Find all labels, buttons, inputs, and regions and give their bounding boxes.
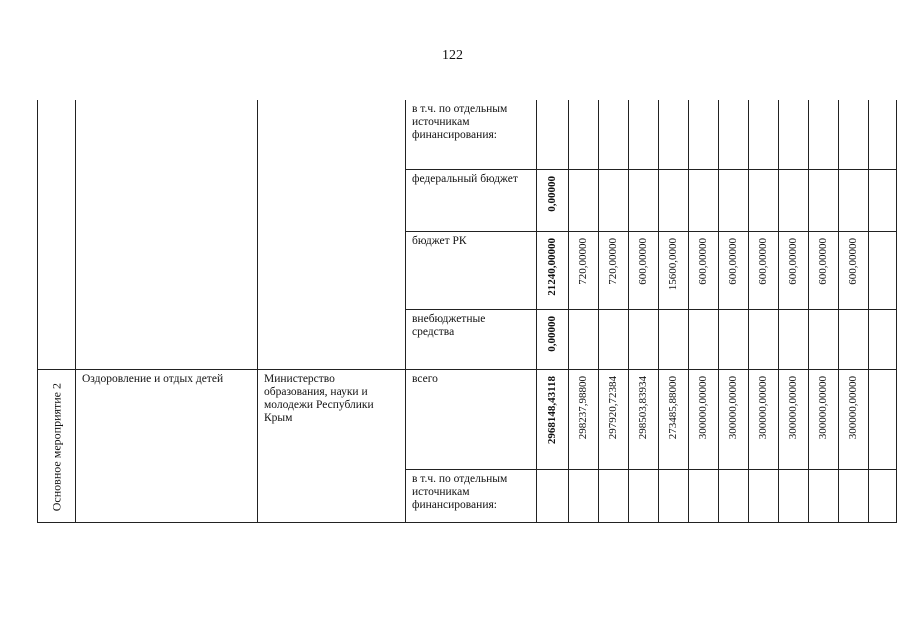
year-cell xyxy=(629,369,659,470)
total-wrap xyxy=(537,470,568,476)
year-cell xyxy=(809,369,839,470)
year-wrap xyxy=(779,310,808,316)
year-cell xyxy=(809,231,839,309)
year-cell xyxy=(659,309,689,369)
year-wrap xyxy=(659,370,688,439)
year-wrap xyxy=(779,232,808,285)
year-value: 298503,83934 xyxy=(637,375,649,439)
total-cell xyxy=(537,369,569,470)
year-cell xyxy=(839,100,869,169)
year-wrap xyxy=(659,232,688,290)
year-cell xyxy=(809,100,839,169)
measure-name-cell xyxy=(76,369,258,522)
year-wrap xyxy=(779,370,808,439)
year-cell xyxy=(779,100,809,169)
year-wrap xyxy=(749,232,778,285)
year-value: 300000,00000 xyxy=(757,375,769,439)
year-wrap xyxy=(809,100,838,106)
year-wrap xyxy=(839,370,868,439)
year-cell xyxy=(809,169,839,231)
year-wrap xyxy=(839,100,868,106)
total-cell xyxy=(537,309,569,369)
year-cell xyxy=(749,309,779,369)
continuation-cell xyxy=(76,100,258,369)
year-cell xyxy=(659,470,689,522)
year-cell xyxy=(629,231,659,309)
year-value: 15600,0000 xyxy=(667,237,679,290)
year-cell xyxy=(599,100,629,169)
total-wrap xyxy=(537,310,568,352)
year-cell xyxy=(689,309,719,369)
total-value: 2968148,43118 xyxy=(546,375,558,444)
year-value: 600,00000 xyxy=(847,237,859,285)
year-wrap xyxy=(869,100,896,106)
year-cell xyxy=(749,169,779,231)
year-cell xyxy=(749,470,779,522)
year-wrap xyxy=(809,310,838,316)
total-value: 21240,00000 xyxy=(546,237,558,296)
year-value: 300000,00000 xyxy=(697,375,709,439)
year-cell xyxy=(599,231,629,309)
year-value: 300000,00000 xyxy=(787,375,799,439)
year-wrap xyxy=(869,232,896,238)
year-wrap xyxy=(869,170,896,176)
year-value: 600,00000 xyxy=(757,237,769,285)
total-cell xyxy=(537,169,569,231)
total-value: 0,00000 xyxy=(546,175,558,212)
year-wrap xyxy=(599,100,628,106)
year-cell xyxy=(659,369,689,470)
financing-table xyxy=(37,100,897,523)
year-wrap xyxy=(839,470,868,476)
source-label-cell xyxy=(406,231,537,309)
year-wrap xyxy=(869,370,896,376)
year-cell xyxy=(569,100,599,169)
total-cell xyxy=(537,470,569,522)
continuation-cell xyxy=(258,100,406,369)
total-wrap xyxy=(537,232,568,296)
year-cell xyxy=(719,231,749,309)
year-cell xyxy=(689,169,719,231)
year-wrap xyxy=(719,370,748,439)
year-wrap xyxy=(869,310,896,316)
page-number: 122 xyxy=(442,48,463,63)
year-cell xyxy=(659,231,689,309)
year-cell xyxy=(779,169,809,231)
year-value: 600,00000 xyxy=(817,237,829,285)
year-cell xyxy=(719,309,749,369)
source-label: бюджет РК xyxy=(412,234,467,247)
year-cell xyxy=(569,309,599,369)
year-wrap xyxy=(749,470,778,476)
year-wrap xyxy=(689,170,718,176)
source-label-cell xyxy=(406,100,537,169)
year-wrap xyxy=(599,370,628,439)
year-wrap xyxy=(629,470,658,476)
year-value: 297920,72384 xyxy=(607,375,619,439)
source-label: всего xyxy=(412,372,438,385)
year-cell xyxy=(569,369,599,470)
total-wrap xyxy=(537,170,568,212)
year-cell xyxy=(839,369,869,470)
year-wrap xyxy=(749,100,778,106)
year-cell xyxy=(779,309,809,369)
year-cell xyxy=(629,169,659,231)
year-wrap xyxy=(719,232,748,285)
year-cell xyxy=(599,369,629,470)
measure-number-wrap xyxy=(38,370,75,520)
total-cell xyxy=(537,231,569,309)
total-cell xyxy=(537,100,569,169)
year-cell xyxy=(689,231,719,309)
year-value: 600,00000 xyxy=(727,237,739,285)
year-wrap xyxy=(719,170,748,176)
year-wrap xyxy=(779,470,808,476)
source-label-cell xyxy=(406,309,537,369)
source-label-cell xyxy=(406,369,537,470)
year-cell xyxy=(659,100,689,169)
year-cell xyxy=(869,231,897,309)
year-cell xyxy=(839,169,869,231)
year-cell xyxy=(719,369,749,470)
year-wrap xyxy=(839,310,868,316)
year-cell xyxy=(599,309,629,369)
year-cell xyxy=(689,470,719,522)
year-value: 273485,88000 xyxy=(667,375,679,439)
source-label: в т.ч. по отдельным источникам финансирования: xyxy=(412,103,508,141)
year-cell xyxy=(839,470,869,522)
year-cell xyxy=(869,169,897,231)
table-row xyxy=(38,100,897,169)
year-cell xyxy=(569,231,599,309)
year-cell xyxy=(719,169,749,231)
year-cell xyxy=(749,369,779,470)
year-value: 720,00000 xyxy=(607,237,619,285)
year-cell xyxy=(689,369,719,470)
year-wrap xyxy=(629,232,658,285)
year-value: 300000,00000 xyxy=(847,375,859,439)
table-row xyxy=(38,369,897,470)
year-value: 300000,00000 xyxy=(817,375,829,439)
year-cell xyxy=(629,309,659,369)
year-value: 298237,98800 xyxy=(577,375,589,439)
year-cell xyxy=(869,470,897,522)
year-wrap xyxy=(569,232,598,285)
year-cell xyxy=(629,470,659,522)
year-wrap xyxy=(599,170,628,176)
year-wrap xyxy=(689,232,718,285)
year-cell xyxy=(629,100,659,169)
year-wrap xyxy=(569,170,598,176)
year-wrap xyxy=(629,370,658,439)
year-cell xyxy=(839,309,869,369)
year-value: 300000,00000 xyxy=(727,375,739,439)
year-cell xyxy=(749,100,779,169)
year-cell xyxy=(749,231,779,309)
year-cell xyxy=(719,470,749,522)
total-wrap xyxy=(537,100,568,106)
year-wrap xyxy=(569,470,598,476)
year-wrap xyxy=(599,310,628,316)
year-cell xyxy=(839,231,869,309)
year-wrap xyxy=(629,170,658,176)
year-cell xyxy=(569,169,599,231)
year-value: 600,00000 xyxy=(637,237,649,285)
source-label: внебюджетные средства xyxy=(412,312,486,338)
year-wrap xyxy=(659,310,688,316)
year-wrap xyxy=(749,310,778,316)
year-wrap xyxy=(839,232,868,285)
year-wrap xyxy=(779,100,808,106)
year-wrap xyxy=(719,310,748,316)
year-cell xyxy=(779,231,809,309)
year-wrap xyxy=(569,310,598,316)
year-wrap xyxy=(569,370,598,439)
year-wrap xyxy=(809,232,838,285)
year-cell xyxy=(599,470,629,522)
year-cell xyxy=(689,100,719,169)
continuation-cell xyxy=(38,100,76,369)
year-value: 600,00000 xyxy=(787,237,799,285)
year-wrap xyxy=(809,470,838,476)
year-wrap xyxy=(719,100,748,106)
year-wrap xyxy=(629,310,658,316)
total-value: 0,00000 xyxy=(546,315,558,352)
measure-number-label: Основное мероприятие 2 xyxy=(49,383,63,512)
year-wrap xyxy=(689,370,718,439)
year-wrap xyxy=(629,100,658,106)
executor-name: Министерство образования, науки и молодежи Республики Крым xyxy=(264,372,374,424)
year-cell xyxy=(869,100,897,169)
year-value: 600,00000 xyxy=(697,237,709,285)
year-wrap xyxy=(719,470,748,476)
measure-number-cell xyxy=(38,369,76,522)
year-wrap xyxy=(689,310,718,316)
source-label-cell xyxy=(406,470,537,522)
year-wrap xyxy=(869,470,896,476)
year-cell xyxy=(599,169,629,231)
total-wrap xyxy=(537,370,568,444)
source-label: федеральный бюджет xyxy=(412,172,518,185)
source-label: в т.ч. по отдельным источникам финансирования: xyxy=(412,473,508,512)
year-wrap xyxy=(599,232,628,285)
year-wrap xyxy=(689,100,718,106)
year-cell xyxy=(719,100,749,169)
measure-name: Оздоровление и отдых детей xyxy=(82,372,224,385)
year-wrap xyxy=(809,370,838,439)
year-wrap xyxy=(749,170,778,176)
year-wrap xyxy=(659,470,688,476)
year-cell xyxy=(869,309,897,369)
year-cell xyxy=(779,470,809,522)
year-wrap xyxy=(659,100,688,106)
year-cell xyxy=(809,470,839,522)
year-wrap xyxy=(659,170,688,176)
source-label-cell xyxy=(406,169,537,231)
year-value: 720,00000 xyxy=(577,237,589,285)
year-cell xyxy=(779,369,809,470)
year-wrap xyxy=(809,170,838,176)
year-cell xyxy=(659,169,689,231)
year-wrap xyxy=(689,470,718,476)
executor-cell xyxy=(258,369,406,522)
year-wrap xyxy=(839,170,868,176)
year-wrap xyxy=(599,470,628,476)
year-cell xyxy=(809,309,839,369)
year-cell xyxy=(569,470,599,522)
year-cell xyxy=(869,369,897,470)
year-wrap xyxy=(779,170,808,176)
year-wrap xyxy=(569,100,598,106)
year-wrap xyxy=(749,370,778,439)
